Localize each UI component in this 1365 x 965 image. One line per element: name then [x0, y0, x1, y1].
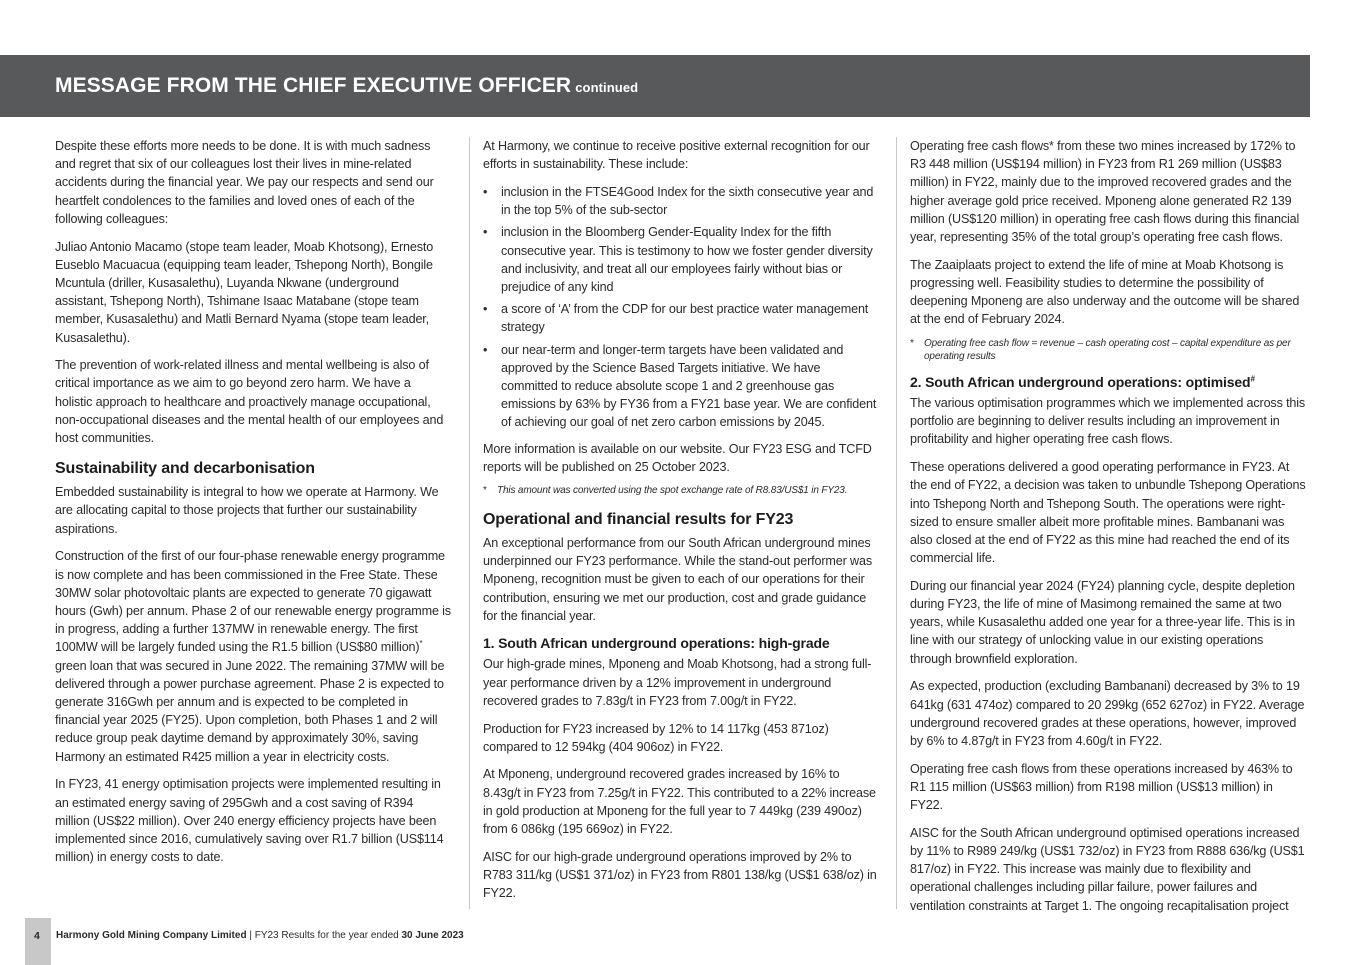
footnote-marker: *	[419, 639, 423, 649]
column-left	[55, 137, 451, 876]
paragraph: More information is available on our website. Our FY23 ESG and TCFD reports will be published on 25 October 2023.	[483, 441, 872, 474]
list-item-text: a score of ‘A’ from the CDP for our best practice water management strategy	[501, 302, 869, 335]
paragraph: These operations delivered a good operating performance in FY23. At the end of FY22, a decision was taken to unbundle Tshepong Operations into Tshepong North and Tshepong South. The operations were right-sized to ensure smaller albeit more profitable mines. Bambanani was also closed at the end of FY22 as this mine had reached the end of its commercial life.	[910, 460, 1306, 566]
bullet-icon: •	[483, 302, 488, 317]
paragraph: The various optimisation programmes which we implemented across this portfolio are beginning to deliver results including an improvement in profitability and higher operating free cash flows.	[910, 396, 1306, 447]
paragraph: An exceptional performance from our South African underground mines underpinned our FY23 performance. While the stand-out performer was Mponeng, recognition must be given to each of our operations for their contribution, ensuring we met our production, cost and grade guidance for the financial year.	[483, 535, 872, 623]
list-item	[483, 341, 879, 432]
paragraph: Operating free cash flows from these operations increased by 463% to R1 115 million (US$63 million) from R198 million (US$13 million) in FY22.	[910, 761, 1293, 813]
text-run: green loan that was secured in June 2022. The remaining 37MW will be delivered through a power purchase agreement. Phase 2 is expected to generate 316Gwh per annum and is expected to be completed in financial year 2025 (FY25). Upon completion, both Phases 1 and 2 will reduce group peak daytime demand by approximately 30%, saving Harmony an estimated R425 million a year in electricity costs.	[55, 658, 445, 764]
list-item	[483, 223, 879, 296]
footer-date: 30 June 2023	[401, 930, 464, 941]
list-item-text: our near-term and longer-term targets have been validated and approved by the Science Based Targets initiative. We have committed to reduce absolute scope 1 and 2 greenhouse gas emissions by 63% by FY36 from a FY21 base year. We are confident of achieving our goal of net zero carbon emissions by 2045.	[501, 342, 877, 430]
paragraph: The prevention of work-related illness and mental wellbeing is also of critical importance as we aim to go beyond zero harm. We have a holistic approach to healthcare and proactively manage occupational, non-occupational diseases and the mental health of our employees and host communities.	[55, 358, 444, 446]
paragraph: The Zaaiplaats project to extend the life of mine at Moab Khotsong is progressing well. Feasibility studies to determine the possibility of deepening Mponeng are also underway and the outcome will be shared at the end of February 2024.	[910, 257, 1300, 327]
list-item	[483, 300, 879, 336]
footer-company: Harmony Gold Mining Company Limited	[56, 930, 247, 941]
paragraph: In FY23, 41 energy optimisation projects were implemented resulting in an estimated energy saving of 295Gwh and a cost saving of R394 million (US$22 million). Over 240 energy efficiency projects have been implemented since 2016, cumulatively saving over R1.7 billion (US$114 million) in energy costs to date.	[55, 777, 444, 865]
paragraph: As expected, production (excluding Bambanani) decreased by 3% to 19 641kg (631 474oz) compared to 20 299kg (652 627oz) in FY22. Average underground recovered grades at these operations, however, improved by 6% to 4.87g/t in FY23 from 4.60g/t in FY22.	[910, 679, 1305, 748]
subheading-high-grade: 1. South African underground operations: high-grade	[483, 635, 830, 652]
section-heading-sustainability: Sustainability and decarbonisation	[55, 460, 315, 478]
paragraph-renewable	[55, 547, 451, 765]
footnote-marker: #	[1250, 374, 1255, 384]
paragraph-colleagues: Juliao Antonio Macamo (stope team leader, Moab Khotsong), Ernesto Euseblo Macuacua (equipping team leader, Tshepong North), Bongile Mcuntula (driller, Kusasalethu), Luyanda Nkwane (underground assistant, Tshepong North), Tshimane Isaac Matabane (stope team member, Kusasalethu) and Matli Bernard Nyama (stope team leader, Kusasalethu).	[55, 239, 434, 345]
page-number: 4	[34, 930, 40, 942]
page-title-text: MESSAGE FROM THE CHIEF EXECUTIVE OFFICER	[55, 74, 572, 97]
footer-caption	[56, 930, 464, 941]
bullet-icon: •	[483, 184, 488, 199]
section-heading-operational: Operational and financial results for FY23	[483, 510, 794, 528]
paragraph: AISC for our high-grade underground operations improved by 2% to R783 311/kg (US$1 371/oz) in FY23 from R801 138/kg (US$1 638/oz) in FY22.	[483, 849, 877, 901]
paragraph: Despite these efforts more needs to be done. It is with much sadness and regret that six of our colleagues lost their lives in mine-related accidents during the financial year. We pay our respects and send our heartfelt condolences to the families and loved ones of each of the following colleagues:	[55, 139, 434, 226]
page-title-continued: continued	[575, 80, 639, 95]
page-title	[55, 74, 638, 98]
list-item	[483, 183, 879, 219]
column-middle	[483, 137, 879, 912]
footnote	[483, 485, 879, 498]
paragraph: At Mponeng, underground recovered grades increased by 16% to 8.43g/t in FY23 from 7.25g/t in FY22. This contributed to a 22% increase in gold production at Mponeng for the full year to 7 449kg (239 490oz) from 6 086kg (195 669oz) in FY22.	[483, 767, 876, 837]
footnote-star: *	[910, 338, 914, 350]
footer-report: FY23 Results for the year ended	[254, 930, 402, 941]
paragraph: Operating free cash flows* from these two mines increased by 172% to R3 448 million (US$194 million) in FY23 from R1 269 million (US$83 million) in FY22, mainly due to the improved recovered grades and the higher average gold price received. Mponeng alone generated R2 139 million (US$120 million) in operating free cash flows during this financial year, representing 35% of the total group’s operating free cash flows.	[910, 139, 1300, 245]
recognition-list	[483, 183, 879, 432]
paragraph: Embedded sustainability is integral to how we operate at Harmony. We are allocating capital to those projects that further our sustainability aspirations.	[55, 485, 439, 536]
paragraph: AISC for the South African underground optimised operations increased by 11% to R989 249/kg (US$1 732/oz) in FY23 from R888 636/kg (US$1 817/oz) in FY22. This increase was mainly due to flexibility and operational challenges including pillar failure, power failures and ventilation constraints at Target 1. The ongoing recapitalisation project	[910, 825, 1305, 913]
paragraph: During our financial year 2024 (FY24) planning cycle, despite depletion during FY23, the life of mine of Masimong remained the same at two years, while Kusasalethu added one year for a three-year life. This is in line with our strategy of unlocking value in our existing operations through brownfield exploration.	[910, 578, 1296, 666]
list-item-text: inclusion in the FTSE4Good Index for the sixth consecutive year and in the top 5% of the sub-sector	[501, 184, 874, 218]
subheading-text: 2. South African underground operations: optimised	[910, 374, 1251, 391]
bullet-icon: •	[483, 342, 488, 357]
footnote-text: This amount was converted using the spot exchange rate of R8.83/US$1 in FY23.	[497, 485, 848, 497]
footnote	[910, 338, 1306, 363]
paragraph: Our high-grade mines, Mponeng and Moab Khotsong, had a strong full-year performance driven by a 12% improvement in underground recovered grades to 7.83g/t in FY23 from 7.00g/t in FY22.	[483, 657, 872, 708]
footer-separator: |	[246, 930, 255, 941]
footnote-star: *	[483, 485, 487, 497]
footnote-text: Operating free cash flow = revenue – cash operating cost – capital expenditure as per operating results	[924, 338, 1291, 362]
paragraph: At Harmony, we continue to receive positive external recognition for our efforts in sustainability. These include:	[483, 139, 870, 172]
column-right	[910, 137, 1306, 924]
paragraph: Production for FY23 increased by 12% to 14 117kg (453 871oz) compared to 12 594kg (404 906oz) in FY22.	[483, 721, 829, 754]
subheading-optimised	[910, 373, 1306, 391]
column-divider	[469, 137, 470, 909]
bullet-icon: •	[483, 225, 488, 240]
text-run: Construction of the first of our four-phase renewable energy programme is now complete and has been commissioned in the Free State. These 30MW solar photovoltaic plants are expected to generate 70 gigawatt hours (Gwh) per annum. Phase 2 of our renewable energy programme is in progress, adding a further 137MW in renewable energy. The first 100MW will be largely funded using the R1.5 billion (US$80 million)	[55, 549, 451, 655]
column-divider	[896, 137, 897, 909]
list-item-text: inclusion in the Bloomberg Gender-Equality Index for the fifth consecutive year. This is testimony to how we foster gender diversity and inclusivity, and treat all our employees fairly without bias or prejudice of any kind	[501, 225, 873, 294]
